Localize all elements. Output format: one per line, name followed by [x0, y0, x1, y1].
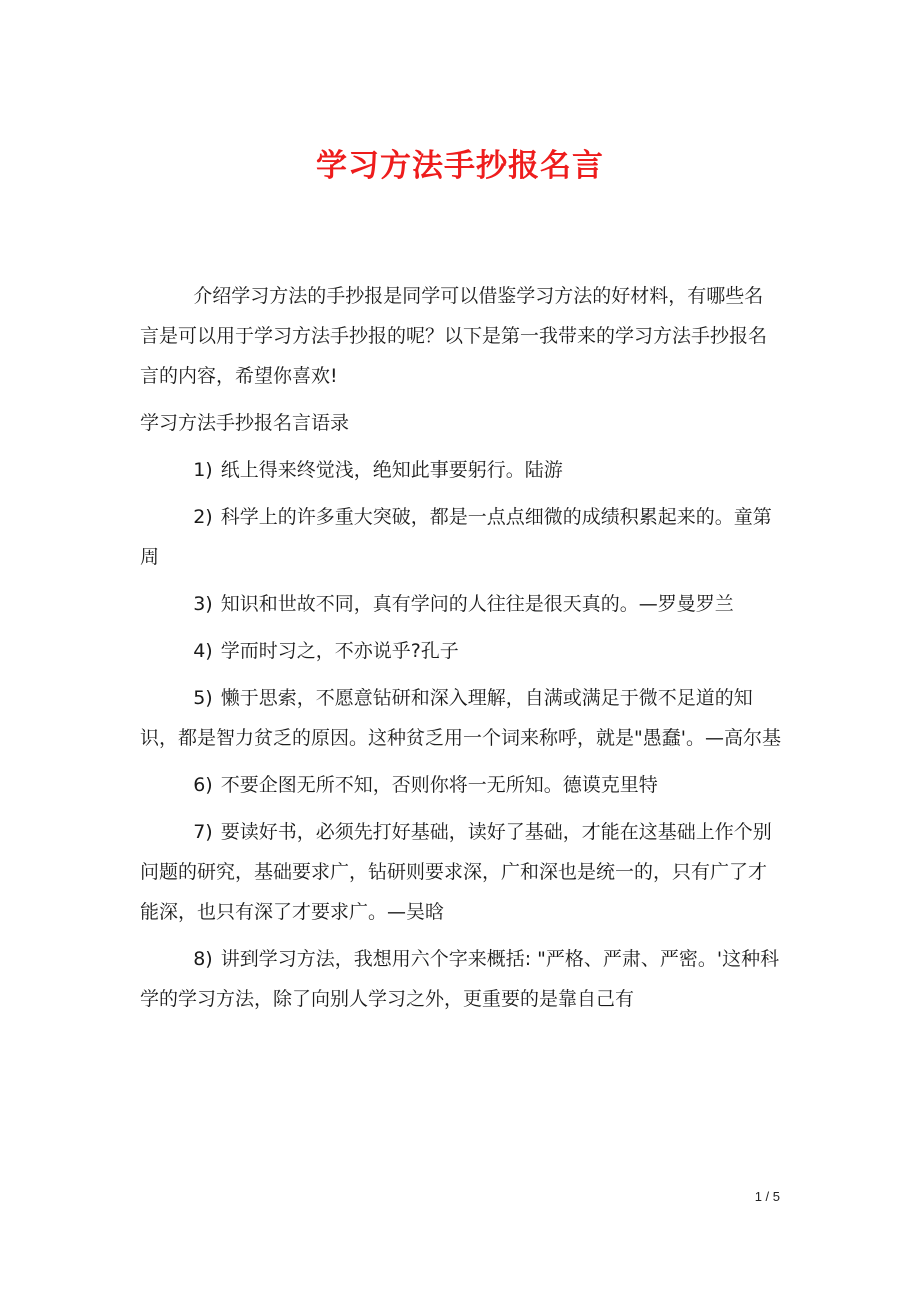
section-heading: 学习方法手抄报名言语录	[140, 412, 350, 434]
quote-text: 懒于思索，不愿意钻研和深入理解，自满或满足于微不足道的知识，都是智力贫乏的原因。这种贫乏用一个词来称呼，就是"愚蠢'。—高尔基	[140, 687, 781, 749]
quote-text: 要读好书，必须先打好基础，读好了基础，才能在这基础上作个别问题的研究，基础要求广，钻研则要求深，广和深也是统一的，只有广了才能深，也只有深了才要求广。—吴晗	[140, 821, 772, 923]
article-body	[140, 276, 782, 1026]
quote-item	[140, 678, 782, 758]
quote-number: 7)	[193, 821, 213, 843]
intro-paragraph: 介绍学习方法的手抄报是同学可以借鉴学习方法的好材料，有哪些名言是可以用于学习方法手抄报的呢？以下是第一我带来的学习方法手抄报名言的内容，希望你喜欢!	[140, 285, 768, 387]
quote-item	[140, 939, 782, 1019]
quote-number: 1)	[193, 459, 213, 481]
quote-item	[140, 584, 782, 624]
quote-number: 5)	[193, 687, 213, 709]
quote-number: 3)	[193, 593, 213, 615]
quote-item	[140, 450, 782, 490]
quote-number: 4)	[193, 640, 213, 662]
quote-item	[140, 765, 782, 805]
quote-text: 不要企图无所不知，否则你将一无所知。德谟克里特	[220, 774, 658, 796]
quote-item	[140, 812, 782, 932]
quote-text: 知识和世故不同，真有学问的人往往是很天真的。—罗曼罗兰	[220, 593, 734, 615]
quote-number: 2)	[193, 506, 213, 528]
quote-number: 8)	[193, 948, 213, 970]
page-title: 学习方法手抄报名言	[316, 148, 604, 184]
page-number: 1 / 5	[754, 1189, 780, 1204]
quote-text: 学而时习之，不亦说乎?孔子	[220, 640, 459, 662]
quote-item	[140, 497, 782, 577]
quote-item	[140, 631, 782, 671]
quote-text: 科学上的许多重大突破，都是一点点细微的成绩积累起来的。童第周	[140, 506, 772, 568]
quote-text: 纸上得来终觉浅，绝知此事要躬行。陆游	[220, 459, 563, 481]
quote-number: 6)	[193, 774, 213, 796]
quote-text: 讲到学习方法，我想用六个字来概括: "严格、严肃、严密。'这种科学的学习方法，除了向别人学习之外，更重要的是靠自己有	[140, 948, 780, 1010]
